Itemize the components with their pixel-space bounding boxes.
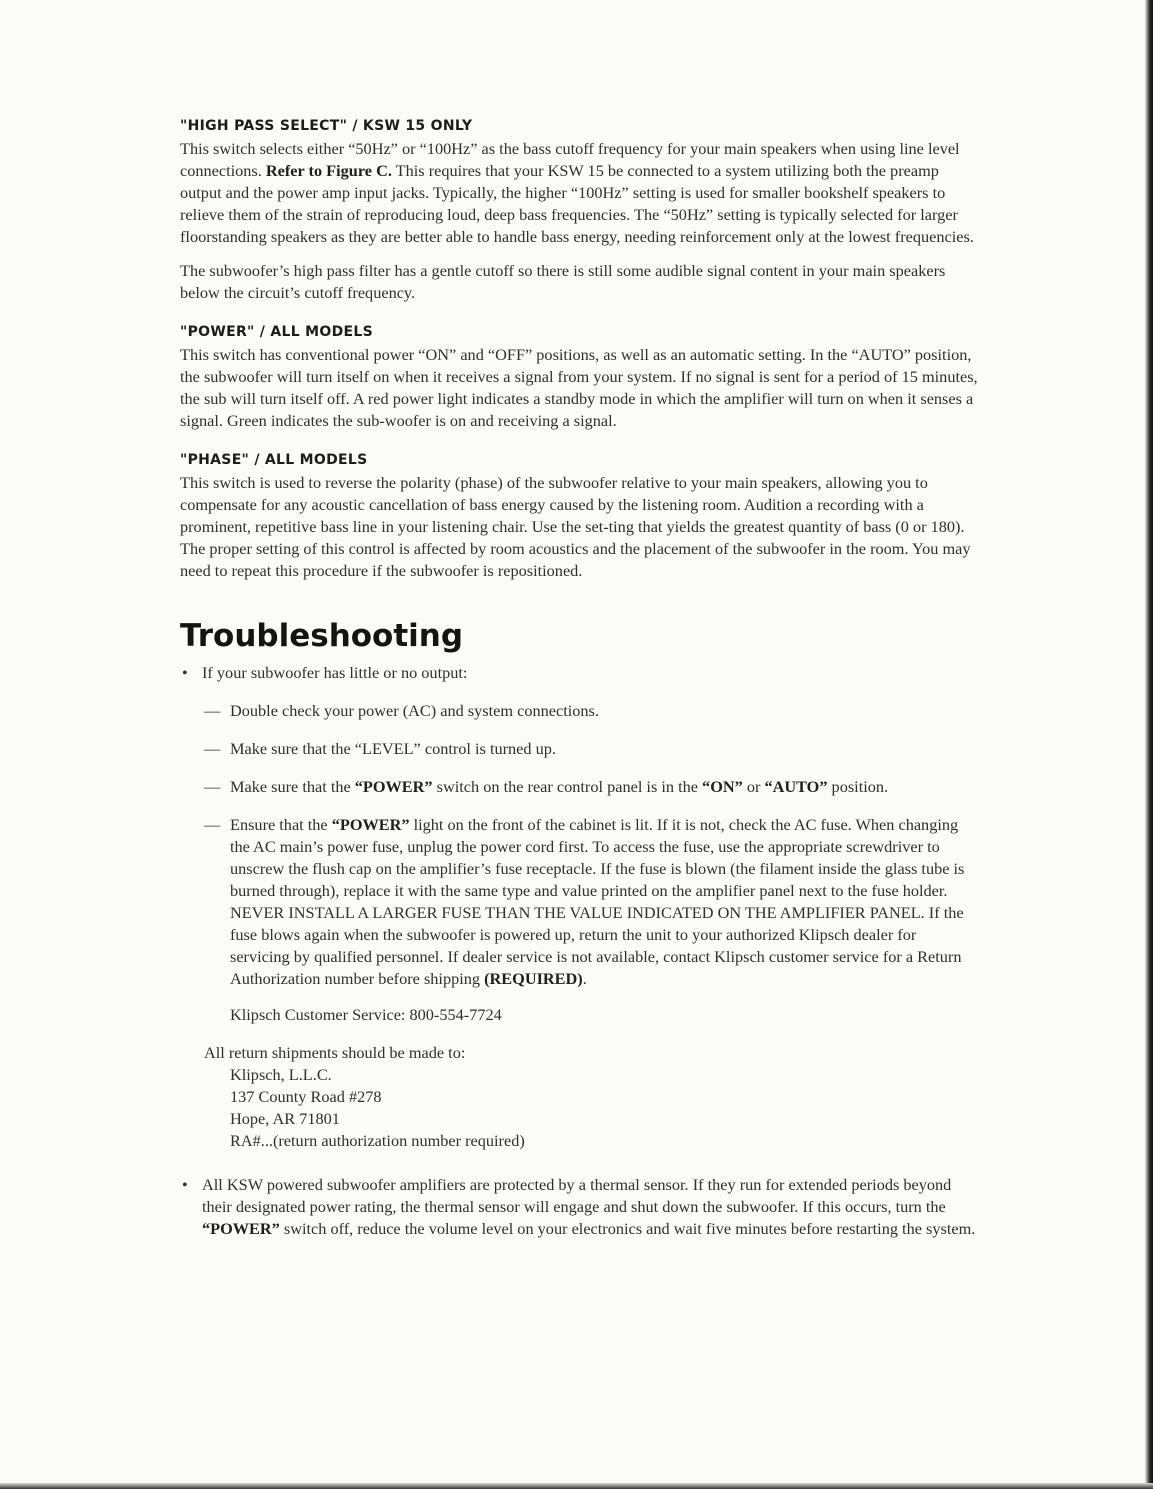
dash-icon: — (204, 815, 221, 834)
dash-icon: — (204, 777, 221, 796)
on-label: “ON” (702, 777, 743, 796)
phase-paragraph: This switch is used to reverse the polarity (phase) of the subwoofer relative to your main speakers, allowing you to compensate for any acoustic cancellation of bass energy caused by the listening room. Audition a recording with a prominent, repetitive bass line in your listening chair. Use the set-ting that yields the greatest quantity of bass (0 or 180). The proper setting of this control is affected by room acoustics and the placement of the subwoofer in the room. You may need to repeat this procedure if the subwoofer is repositioned. (180, 473, 971, 580)
high-pass-filter-paragraph: The subwoofer’s high pass filter has a gentle cutoff so there is still some audible signal content in your main speakers below the circuit’s cutoff frequency. (180, 261, 946, 302)
list-item (180, 738, 980, 760)
bullet-text: If your subwoofer has little or no output: (202, 663, 468, 682)
list-item (180, 776, 980, 798)
document-page (180, 118, 980, 1240)
power-label: “POWER” (202, 1219, 280, 1238)
scan-edge-right (1145, 0, 1153, 1489)
dash-text: switch on the rear control panel is in the (432, 777, 703, 796)
bullet-icon: • (182, 663, 188, 682)
section-heading-high-pass: "HIGH PASS SELECT" / KSW 15 ONLY (180, 118, 473, 134)
section-heading-phase: "PHASE" / ALL MODELS (180, 452, 368, 468)
auto-label: “AUTO” (764, 777, 828, 796)
list-item (180, 662, 980, 684)
dash-text: . (582, 969, 587, 988)
high-pass-text-a: This switch selects either “50Hz” or “100Hz” as the bass cutoff frequency for your main speakers when using line level connections. (180, 139, 960, 180)
power-paragraph: This switch has conventional power “ON” and “OFF” positions, as well as an automatic setting. In the “AUTO” position, the subwoofer will turn itself on when it receives a signal from your system. If no signal is sent for a period of 15 minutes, the sub will turn itself off. A red power light indicates a standby mode in which the amplifier will turn on when it senses a signal. Green indicates the sub-woofer is on and receiving a signal. (180, 345, 978, 430)
dash-text: Double check your power (AC) and system connections. (230, 701, 599, 720)
bullet-icon: • (182, 1175, 188, 1194)
troubleshooting-title: Troubleshooting (180, 618, 464, 654)
dash-icon: — (204, 739, 221, 758)
address-line: 137 County Road #278 (230, 1087, 382, 1106)
dash-text: Make sure that the (230, 777, 355, 796)
dash-text: Make sure that the “LEVEL” control is turned up. (230, 739, 556, 758)
list-item (180, 700, 980, 722)
customer-service-line: Klipsch Customer Service: 800-554-7724 (230, 1005, 502, 1024)
dash-text: position. (827, 777, 889, 796)
power-label: “POWER” (354, 777, 433, 796)
shipping-intro: All return shipments should be made to: (204, 1043, 466, 1062)
high-pass-paragraph (180, 138, 980, 248)
bullet-text: All KSW powered subwoofer amplifiers are protected by a thermal sensor. If they run for extended periods beyond their designated power rating, the thermal sensor will engage and shut down the subwoofer. If this occurs, turn the (202, 1175, 952, 1216)
high-pass-text-b: This requires that your KSW 15 be connected to a system utilizing both the preamp output and the power amp input jacks. Typically, the higher “100Hz” setting is used for smaller bookshelf speakers to relieve them of the strain of reproducing loud, deep bass frequencies. The “50Hz” setting is typically selected for larger floorstanding speakers as they are better able to handle bass energy, needing reinforcement only at the lowest frequencies. (180, 161, 974, 246)
address-line: Klipsch, L.L.C. (230, 1065, 332, 1084)
dash-icon: — (204, 701, 221, 720)
scan-edge-bottom (0, 1483, 1153, 1489)
dash-text: light on the front of the cabinet is lit. If it is not, check the AC fuse. When changing the AC main’s power fuse, unplug the power cord first. To access the fuse, use the appropriate screwdriver to unscrew the flush cap on the amplifier’s fuse receptacle. If the fuse is blown (the filament inside the glass tube is burned through), replace it with the same type and value printed on the amplifier panel next to the fuse holder. NEVER INSTALL A LARGER FUSE THAN THE VALUE INDICATED ON THE AMPLIFIER PANEL. If the fuse blows again when the subwoofer is powered up, return the unit to your authorized Klipsch dealer for servicing by qualified personnel. If dealer service is not available, contact Klipsch customer service for a Return Authorization number before shipping (230, 815, 965, 988)
dash-text: Ensure that the (230, 815, 332, 834)
dash-text: or (742, 777, 765, 796)
power-label: “POWER” (331, 815, 410, 834)
list-item (180, 814, 980, 990)
figure-reference: Refer to Figure C. (265, 161, 392, 180)
bullet-text: switch off, reduce the volume level on your electronics and wait five minutes before restarting the system. (279, 1219, 976, 1238)
required-label: (REQUIRED) (484, 969, 583, 988)
address-line: RA#...(return authorization number required) (230, 1131, 525, 1150)
address-line: Hope, AR 71801 (230, 1109, 340, 1128)
section-heading-power: "POWER" / ALL MODELS (180, 324, 373, 340)
list-item (180, 1174, 980, 1240)
